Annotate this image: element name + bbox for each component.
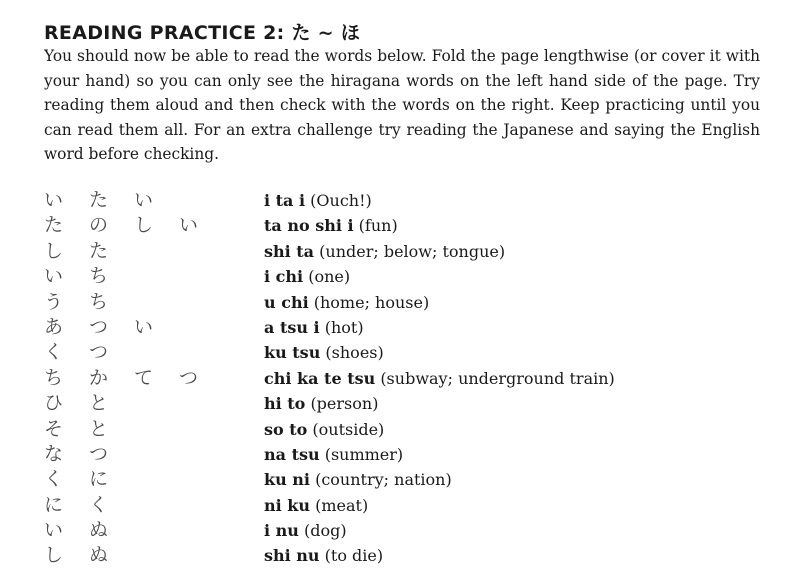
hiragana-column <box>44 188 244 569</box>
romaji-reading: so to <box>264 419 308 439</box>
hiragana-char: し <box>44 239 64 262</box>
english-meaning: (meat) <box>315 495 369 515</box>
english-meaning: (under; below; tongue) <box>319 241 506 261</box>
hiragana-char: た <box>89 239 109 262</box>
english-meaning: (to die) <box>324 546 384 566</box>
english-meaning: (country; nation) <box>315 470 452 490</box>
romaji-word <box>264 188 764 213</box>
romaji-word <box>264 391 764 416</box>
romaji-reading: ku ni <box>264 470 310 490</box>
romaji-reading: u chi <box>264 292 309 312</box>
english-meaning: (dog) <box>304 521 347 541</box>
hiragana-char: に <box>44 493 64 516</box>
hiragana-char: く <box>89 493 109 516</box>
hiragana-char: つ <box>179 366 199 389</box>
english-meaning: (subway; underground train) <box>380 368 615 388</box>
english-meaning: (outside) <box>312 419 385 439</box>
intro-paragraph: You should now be able to read the words below. Fold the page lengthwise (or cover it with your hand) so you can only see the hiragana words on the left hand side of the page. Try reading them aloud and then check with the words on the right. Keep practicing until you can read them all. For an extra challenge try reading the Japanese and saying the English word before checking. <box>44 47 760 164</box>
romaji-reading: shi nu <box>264 546 320 566</box>
hiragana-char: し <box>44 544 64 567</box>
romaji-word <box>264 340 764 365</box>
hiragana-char: と <box>89 417 109 440</box>
english-meaning: (summer) <box>324 444 404 464</box>
hiragana-char: つ <box>89 442 109 465</box>
english-meaning: (home; house) <box>313 292 430 312</box>
hiragana-word <box>44 467 244 492</box>
english-meaning: (Ouch!) <box>310 191 372 210</box>
romaji-word <box>264 467 764 492</box>
hiragana-char: な <box>44 442 64 465</box>
hiragana-word <box>44 315 244 340</box>
hiragana-char: し <box>134 214 154 237</box>
hiragana-char: い <box>179 214 199 237</box>
hiragana-char: う <box>44 290 64 313</box>
english-meaning: (shoes) <box>325 343 384 363</box>
romaji-reading: i chi <box>264 267 304 287</box>
hiragana-word <box>44 340 244 365</box>
hiragana-word <box>44 213 244 238</box>
hiragana-char: つ <box>89 341 109 364</box>
romaji-reading: i nu <box>264 521 299 541</box>
romaji-reading: ku tsu <box>264 343 321 363</box>
hiragana-word <box>44 264 244 289</box>
hiragana-word <box>44 518 244 543</box>
romaji-reading: i ta i <box>264 191 306 210</box>
english-meaning: (hot) <box>324 317 364 337</box>
romaji-word <box>264 518 764 543</box>
section-title: READING PRACTICE 2: た ~ ほ <box>44 22 361 44</box>
hiragana-char: あ <box>44 315 64 338</box>
hiragana-char: い <box>44 519 64 542</box>
romaji-reading: hi to <box>264 394 306 414</box>
hiragana-char: い <box>134 189 154 211</box>
romaji-column <box>264 188 764 569</box>
hiragana-word <box>44 239 244 264</box>
romaji-word <box>264 315 764 340</box>
english-meaning: (fun) <box>358 216 398 236</box>
hiragana-char: ち <box>44 366 64 389</box>
romaji-reading: shi ta <box>264 241 315 261</box>
romaji-reading: na tsu <box>264 444 320 464</box>
english-meaning: (person) <box>310 394 379 414</box>
romaji-word <box>264 493 764 518</box>
romaji-reading: ni ku <box>264 495 310 515</box>
romaji-word <box>264 366 764 391</box>
romaji-reading: ta no shi i <box>264 216 354 236</box>
romaji-reading: chi ka te tsu <box>264 368 376 388</box>
hiragana-char: そ <box>44 417 64 440</box>
romaji-word <box>264 264 764 289</box>
hiragana-char: い <box>44 265 64 288</box>
hiragana-word <box>44 543 244 568</box>
hiragana-char: く <box>44 468 64 491</box>
romaji-word <box>264 239 764 264</box>
romaji-word <box>264 213 764 238</box>
hiragana-char: と <box>89 392 109 415</box>
hiragana-char: ひ <box>44 392 64 415</box>
hiragana-char: か <box>89 366 109 389</box>
hiragana-char: ぬ <box>89 544 109 567</box>
hiragana-char: ぬ <box>89 519 109 542</box>
hiragana-word <box>44 493 244 518</box>
hiragana-word <box>44 442 244 467</box>
hiragana-char: い <box>134 315 154 338</box>
hiragana-char: た <box>89 189 109 211</box>
hiragana-char: て <box>134 366 154 389</box>
hiragana-word <box>44 290 244 315</box>
romaji-word <box>264 290 764 315</box>
hiragana-word <box>44 366 244 391</box>
english-meaning: (one) <box>308 267 351 287</box>
hiragana-word <box>44 188 244 213</box>
hiragana-char: ち <box>89 265 109 288</box>
hiragana-char: つ <box>89 315 109 338</box>
romaji-word <box>264 417 764 442</box>
hiragana-char: の <box>89 214 109 237</box>
hiragana-char: た <box>44 214 64 237</box>
romaji-reading: a tsu i <box>264 317 320 337</box>
hiragana-word <box>44 417 244 442</box>
hiragana-char: い <box>44 189 64 211</box>
romaji-word <box>264 442 764 467</box>
hiragana-word <box>44 391 244 416</box>
hiragana-char: く <box>44 341 64 364</box>
hiragana-char: に <box>89 468 109 491</box>
romaji-word <box>264 543 764 568</box>
hiragana-char: ち <box>89 290 109 313</box>
